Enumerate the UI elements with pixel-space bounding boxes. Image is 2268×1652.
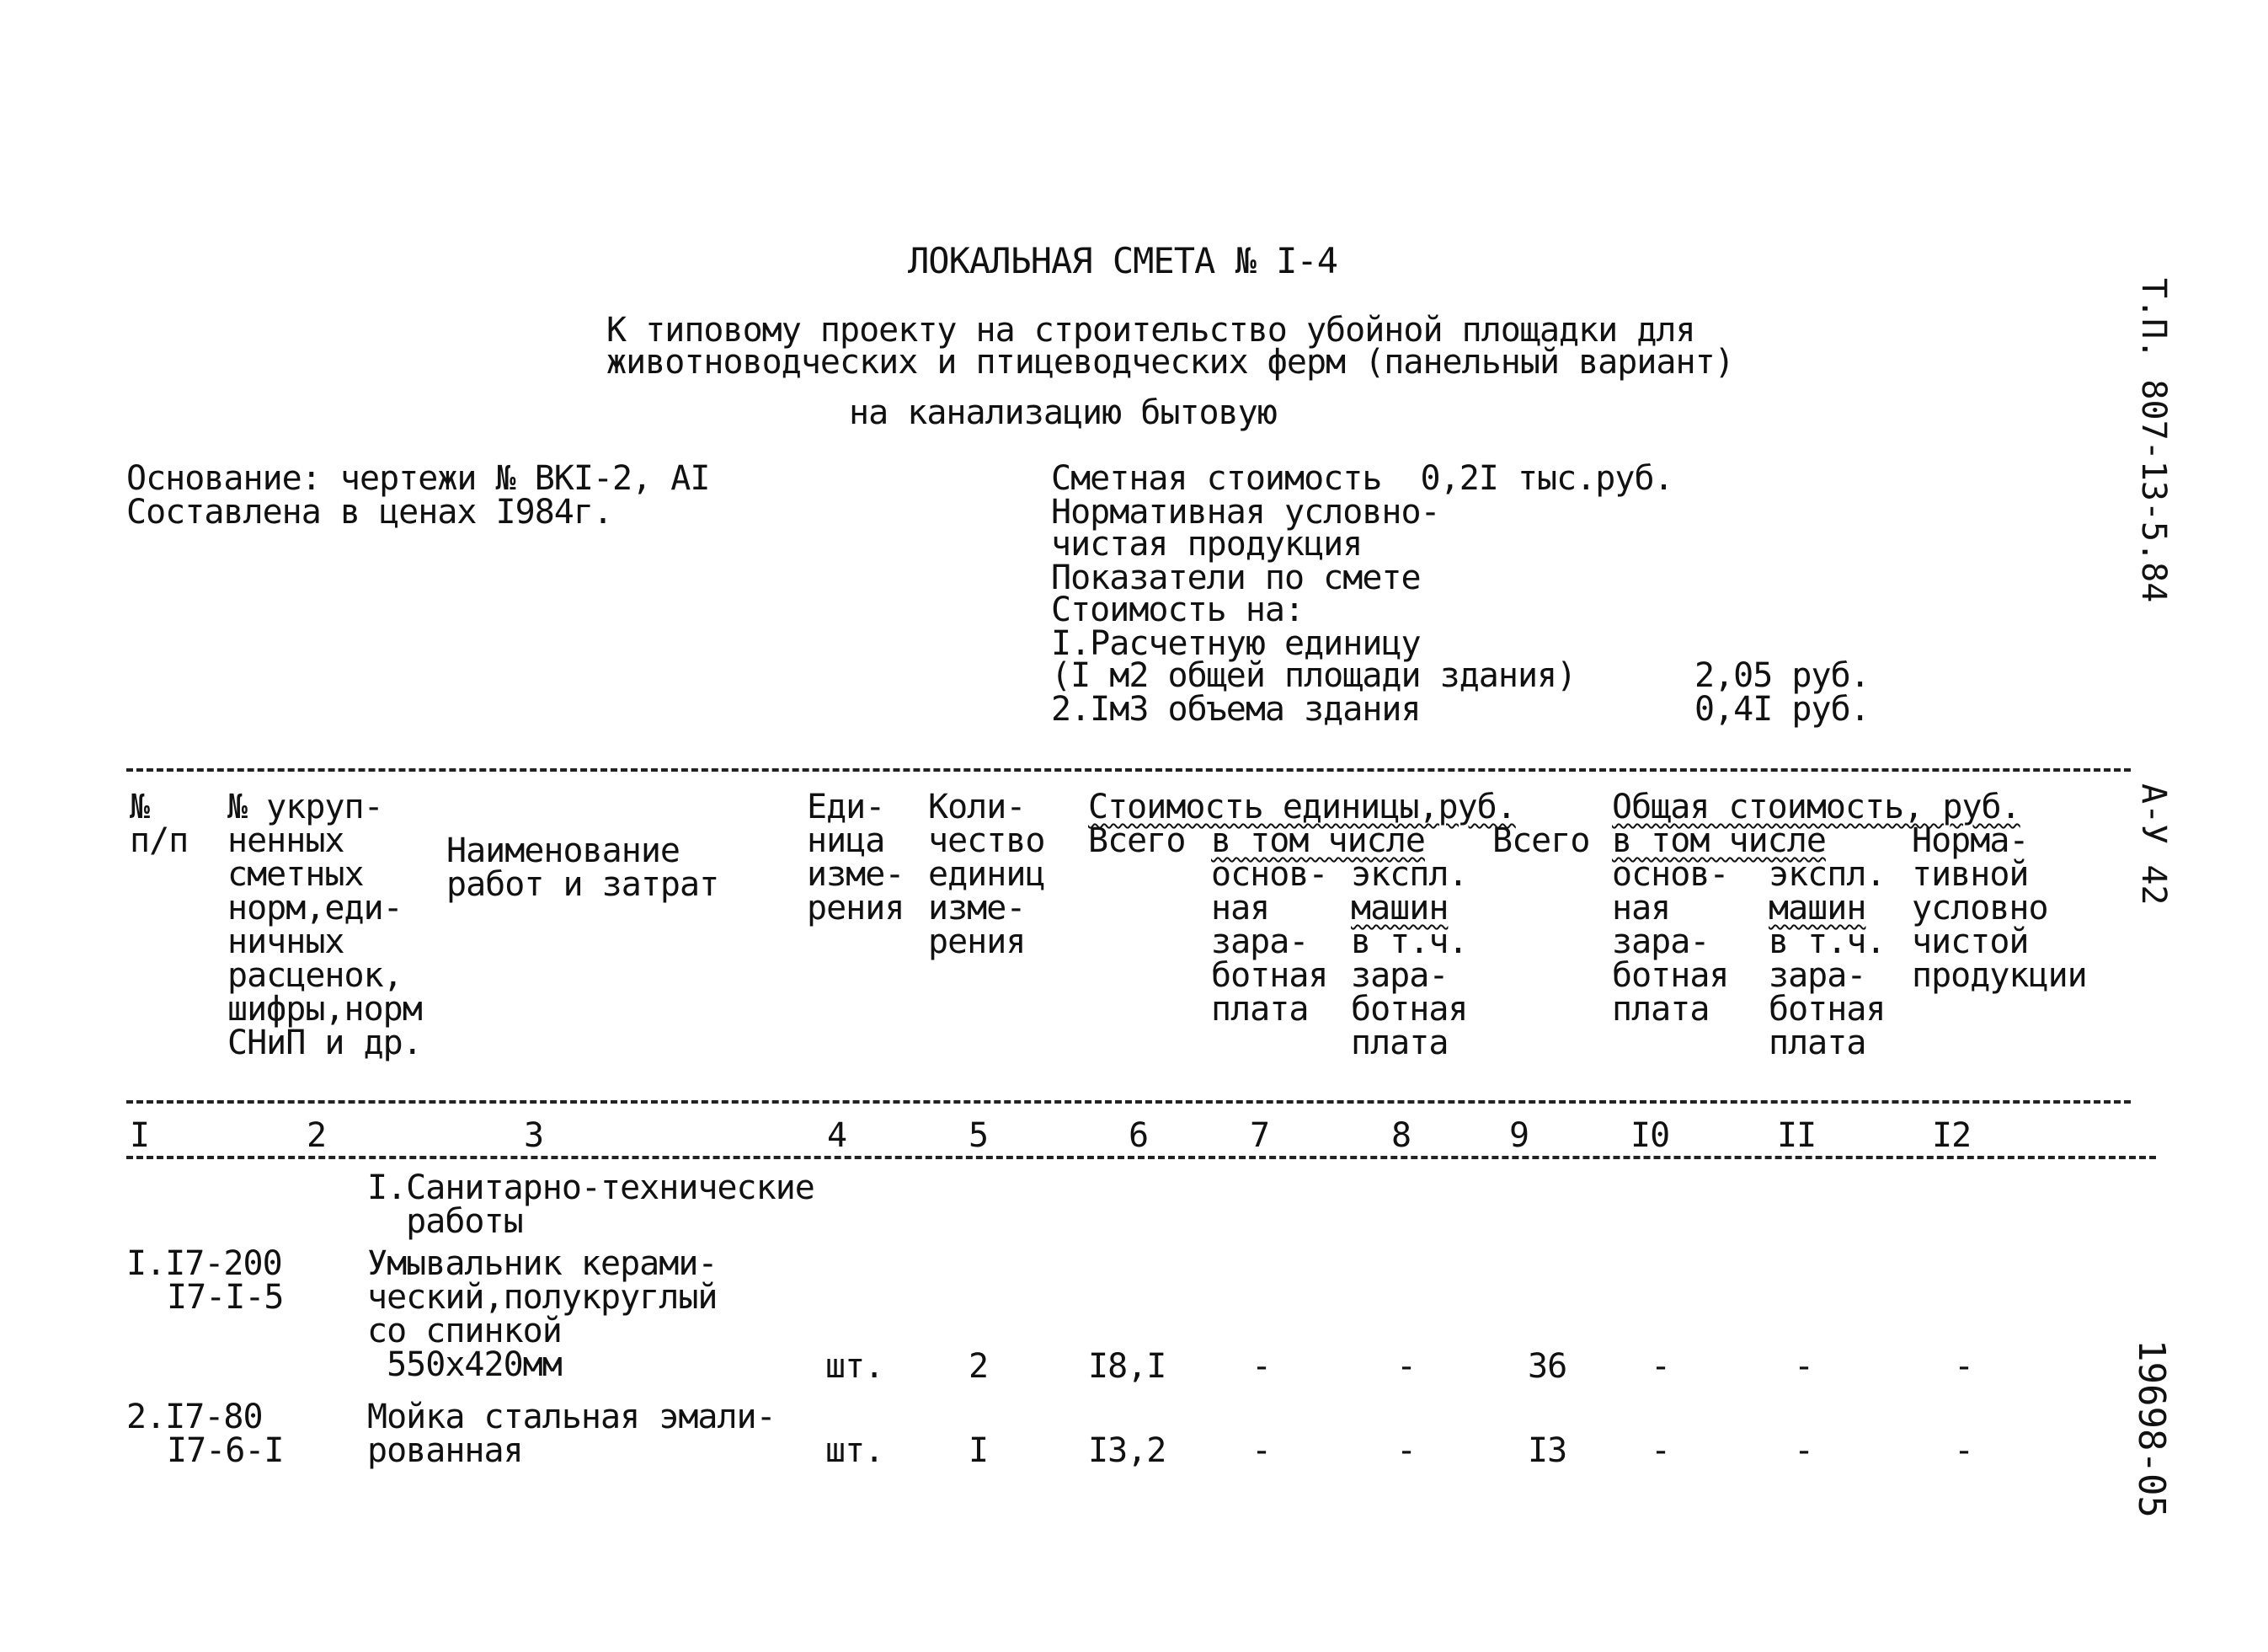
header-col12: Норма- тивной условно чистой продукции [1912,821,2087,995]
colnum-2: 2 [307,1116,327,1155]
header-col8-mid: машин [1351,889,1449,928]
section-title: I.Санитарно-технические работы [367,1168,814,1241]
colnum-9: 9 [1509,1116,1529,1155]
header-col-code: № укруп- ненных сметных норм,еди- ничных расценок, шифры,норм СНиП и др. [227,788,422,1062]
row2-qty: I [969,1431,989,1470]
colnum-4: 4 [827,1116,847,1155]
estimated-cost: Сметная стоимость 0,2I тыс.руб. [1051,459,1673,498]
header-col11-rest: в т.ч. зара- ботная плата [1769,922,1886,1062]
doc-number-vertical: 19698-05 [2130,1339,2173,1518]
cost-for-heading: Стоимость на: [1051,591,1305,629]
table-top-rule [126,768,2131,772]
row2-unit-total: I3,2 [1088,1431,1166,1470]
header-col11-mid: машин [1769,889,1866,928]
colnum-6: 6 [1129,1116,1149,1155]
row1-total-wage: - [1651,1347,1671,1386]
row1-total-mach: - [1794,1347,1814,1386]
row1-code: I7-I-5 [167,1278,284,1317]
colnum-1: I [130,1116,150,1155]
colnum-8: 8 [1391,1116,1411,1155]
row2-unit: шт. [825,1431,884,1470]
project-subtitle-line3: на канализацию бытовую [849,393,1277,432]
area-value: 2,05 руб. [1694,656,1870,695]
header-col-qty: Коли- чество единиц изме- рения [928,788,1045,961]
row2-num: 2.I7-80 [126,1398,263,1436]
calc-unit-line: I.Расчетную единицу [1051,624,1421,663]
header-col-num: № п/п [130,788,189,860]
row1-total: 36 [1528,1347,1567,1386]
header-incl-unit: в том числе [1211,821,1425,860]
header-col8-top: экспл. [1351,855,1468,894]
header-col9-total: Всего [1492,821,1590,860]
row2-unit-mach: - [1396,1431,1417,1470]
album-vertical: А-У 42 [2134,783,2173,906]
row1-qty: 2 [969,1347,989,1386]
row1-unit-mach: - [1396,1347,1417,1386]
row2-total-mach: - [1794,1431,1814,1470]
row1-name: Умывальник керами- ческий,полукруглый со спинкой 550х420мм [367,1244,718,1384]
row2-norm: - [1954,1431,1974,1470]
header-col6-total: Всего [1088,821,1186,860]
volume-value: 0,4I руб. [1694,690,1870,729]
colnum-10: I0 [1630,1116,1670,1155]
volume-line: 2.Iм3 объема здания [1051,690,1421,729]
colnum-3: 3 [524,1116,544,1155]
row2-code: I7-6-I [167,1431,284,1470]
prices-line: Составлена в ценах I984г. [126,493,613,532]
row1-norm: - [1954,1347,1974,1386]
row1-num: I.I7-200 [126,1244,282,1283]
header-col-name: Наименование работ и затрат [446,831,719,904]
colnum-12: I2 [1932,1116,1972,1155]
row2-unit-wage: - [1251,1431,1272,1470]
normative-line1: Нормативная условно- [1051,493,1440,532]
header-col7: основ- ная зара- ботная плата [1211,855,1328,1029]
header-col8-rest: в т.ч. зара- ботная плата [1351,922,1468,1062]
row1-unit: шт. [825,1347,884,1386]
header-col10: основ- ная зара- ботная плата [1612,855,1729,1029]
project-subtitle-line2: животноводческих и птицеводческих ферм (панельный вариант) [606,343,1734,382]
tp-code-vertical: Т.П. 807-13-5.84 [2134,278,2173,603]
colnum-5: 5 [969,1116,989,1155]
colnum-7: 7 [1250,1116,1270,1155]
column-number-rule [126,1156,2156,1159]
project-subtitle-line1: К типовому проекту на строительство убойной площадки для [606,311,1695,350]
normative-line2: чистая продукция [1051,525,1363,564]
row1-unit-wage: - [1251,1347,1272,1386]
basis-line: Основание: чертежи № ВКI-2, АI [126,459,710,498]
estimate-title: ЛОКАЛЬНАЯ СМЕТА № I-4 [908,240,1338,281]
header-total-cost-group: Общая стоимость, руб. [1612,788,2020,826]
row2-total: I3 [1528,1431,1567,1470]
row2-total-wage: - [1651,1431,1671,1470]
header-col-unit: Еди- ница изме- рения [807,788,905,928]
header-bottom-rule [126,1100,2131,1104]
indicators-heading: Показатели по смете [1051,559,1421,597]
colnum-11: II [1777,1116,1817,1155]
area-line: (I м2 общей площади здания) [1051,656,1577,695]
row1-unit-total: I8,I [1088,1347,1166,1386]
header-col11-top: экспл. [1769,855,1886,894]
header-unit-cost-group: Стоимость единицы,руб. [1088,788,1516,826]
row2-name: Мойка стальная эмали- рованная [367,1398,776,1470]
header-incl-total: в том числе [1612,821,1826,860]
